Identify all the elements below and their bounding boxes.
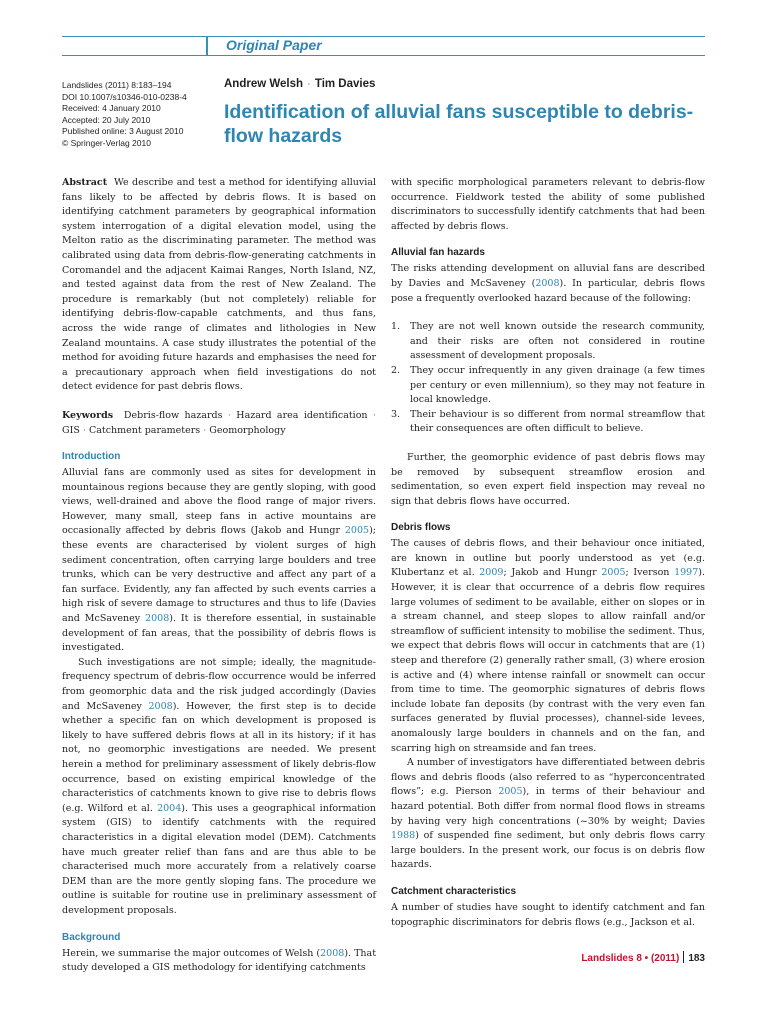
- keywords-paragraph: [62, 409, 376, 438]
- keyword-separator: ·: [372, 409, 376, 421]
- citation-link[interactable]: 2008: [320, 947, 345, 959]
- header-divider: [206, 37, 208, 55]
- page-footer: [560, 951, 705, 966]
- debris-flows-paragraph: A number of investigators have differentiated between debris flows and debris floods (also referred to as “hyperconcentrated flows”; e.g. Pierson 2005), in terms of their behaviour and hazard potential. Both differ from normal flood flows in streams by having very high concentrations (~30% by weight; Davies 1988) of suspended fine sediment, but only debris flows carry large boulders. In the present work, our focus is on debris flow hazards.: [391, 757, 706, 871]
- meta-copyright: © Springer-Verlag 2010: [62, 137, 151, 148]
- citation-link[interactable]: 2009: [479, 567, 504, 579]
- meta-doi[interactable]: DOI 10.1007/s10346-010-0238-4: [62, 91, 187, 102]
- meta-received: Received: 4 January 2010: [62, 103, 161, 113]
- author-separator: ·: [307, 78, 311, 90]
- keyword-item: GIS: [62, 424, 80, 436]
- background-paragraph-continued: with specific morphological parameters relevant to debris-flow occurrence. Fieldwork tested the ability of some published discriminators to successfully identify catchments that had been affected by debris flows.: [391, 177, 705, 232]
- citation-link[interactable]: 2008: [535, 277, 560, 289]
- list-item: 3. Their behaviour is so different from normal streamflow that their consequences are often difficult to believe.: [391, 408, 705, 435]
- meta-citation: Landslides (2011) 8:183–194: [62, 80, 172, 90]
- abstract-label: Abstract: [62, 177, 108, 188]
- left-column: [62, 176, 376, 976]
- author-name[interactable]: Andrew Welsh: [224, 78, 304, 90]
- keyword-separator: ·: [203, 424, 207, 436]
- page-number: 183: [688, 953, 705, 964]
- citation-link[interactable]: 2004: [157, 802, 182, 814]
- background-text-split: ). That study developed a GIS methodology for identifying catchments: [62, 947, 377, 974]
- header-rule: [62, 36, 705, 56]
- meta-accepted: Accepted: 20 July 2010: [62, 114, 151, 125]
- citation-link[interactable]: 2008: [145, 613, 170, 625]
- catchment-paragraph: A number of studies have sought to identify catchment and fan topographic discriminators for debris flows (e.g., Jackson et al.: [391, 901, 705, 928]
- citation-link[interactable]: 1997: [674, 567, 699, 579]
- keyword-item: Geomorphology: [209, 424, 286, 436]
- footer-journal: Landslides 8 • (2011): [581, 953, 680, 964]
- publication-meta: [62, 80, 222, 149]
- meta-published: Published online: 3 August 2010: [62, 126, 184, 136]
- footer-divider: [683, 951, 684, 963]
- author-name[interactable]: Tim Davies: [314, 78, 376, 90]
- keyword-item: Catchment parameters: [88, 424, 201, 436]
- article-title: Identification of alluvial fans susceptible to debris-flow hazards: [224, 101, 694, 147]
- citation-link[interactable]: 1988: [391, 830, 416, 842]
- right-column: [391, 176, 705, 930]
- citation-link[interactable]: 2005: [344, 525, 370, 537]
- abstract-text: We describe and test a method for identifying alluvial fans likely to be affected by debris flows. It is based on identifying catchment parameters by geographical information system interrogation of a digital elevation model, using the Melton ratio as the discriminating parameter. The method was calibrated using data from debris-flow-generating catchments in Coromandel and the adjacent Kaimai Ranges, North Island, NZ, and tested against data from the rest of New Zealand. The procedure is remarkably (but not completely) reliable for identifying debris-flow-capable catchments, and thus fans, across the wide range of climates and lithologies in New Zealand mountains. A case study illustrates the potential of the method for avoiding future hazards and emphasises the need for a precautionary approach when field investigations do not detect evidence for past debris flows.: [62, 177, 376, 393]
- introduction-paragraph: Such investigations are not simple; ideally, the magnitude-frequency spectrum of debris-flow occurrence would be inferred from geomorphic data and the risk judged accordingly (Davies and McSaveney 2008). However, the first step is to decide whether a specific fan on which development is proposed is likely to have suffered debris flows at all in its history; if it has not, no geomorphic investigations are needed. We present herein a method for preliminary assessment of likely debris-flow occurrence, based on existing empirical knowledge of the characteristics of catchments known to give rise to debris flows (e.g. Wilford et al. 2004). This uses a geographical information system (GIS) to identify catchments with the required characteristics in a digital elevation model (DEM). Catchments have much greater relief than fans and are thus able to be characterised much more accurately from a relatively coarse DEM than are the more gently sloping fans. The procedure we outline is suitable for routine use in preliminary assessment of development proposals.: [62, 656, 376, 916]
- section-heading-debris-flows: Debris flows: [391, 522, 451, 534]
- article-type-label: Original Paper: [226, 37, 322, 53]
- citation-link[interactable]: 2005: [498, 786, 523, 798]
- list-item: 1. They are not well known outside the research community, and their risks are often not considered in routine assessment of development proposals.: [391, 321, 705, 362]
- abstract-paragraph: [62, 176, 376, 395]
- introduction-paragraph: Alluvial fans are commonly used as sites for development in mountainous regions because they are gently sloping, with good views, well-drained and above the flood range of major rivers. However, many small, steep fans in active mountains are occasionally affected by debris flows (Jakob and Hungr 2005); these events are characterised by violent surges of high sediment concentration, often carrying large boulders and tree trunks, which can be very destructive and affect any part of a fan surface. Evidently, any fan affected by such events carries a high risk of severe damage to structures and thus to life (Davies and McSaveney 2008). It is therefore essential, in sustainable development of fan areas, that the possibility of debris flows is investigated.: [62, 467, 376, 654]
- keyword-item: Hazard area identification: [236, 409, 368, 421]
- keywords-label: Keywords: [62, 409, 114, 421]
- section-heading-introduction: Introduction: [62, 451, 121, 463]
- citation-link[interactable]: 2005: [601, 567, 626, 579]
- keyword-separator: ·: [82, 424, 86, 436]
- background-paragraph-start: Herein, we summarise the major outcomes of Welsh (2008). That study developed a GIS methodology for identifying catchments: [62, 947, 377, 974]
- hazards-followup-paragraph: Further, the geomorphic evidence of past debris flows may be removed by subsequent streamflow erosion and sedimentation, so even expert field inspection may reveal no sign that debris flows have occurred.: [391, 451, 705, 507]
- citation-link[interactable]: 2008: [148, 700, 173, 712]
- list-item: 2. They occur infrequently in any given drainage (a few times per century or even millennium), so they may not feature in local knowledge.: [391, 364, 705, 406]
- keyword-item: Debris-flow hazards: [123, 409, 223, 421]
- section-heading-catchment-characteristics: Catchment characteristics: [391, 885, 517, 897]
- author-line: [224, 78, 375, 90]
- section-heading-background: Background: [62, 931, 121, 943]
- section-heading-alluvial-fan-hazards: Alluvial fan hazards: [391, 247, 485, 259]
- hazards-intro-paragraph: The risks attending development on alluvial fans are described by Davies and McSaveney (2008). In particular, debris flows pose a frequently overlooked hazard because of the following:: [391, 263, 705, 304]
- hazards-list: [391, 320, 705, 437]
- debris-flows-paragraph: The causes of debris flows, and their behaviour once initiated, are known in outline but poorly understood as yet (e.g. Klubertanz et al. 2009; Jakob and Hungr 2005; Iverson 1997). However, it is clear that occurrence of a debris flow requires large volumes of sediment to be available, either on slopes or in a stream channel, and steep slopes to allow rainfall and/or streamflow of sufficient intensity to mobilise the sediment. Thus, we expect that debris flows will occur in catchments that are (1) steep and therefore (2) generally rather small, (3) where erosion is active and (4) where intense rainfall or snowmelt can occur from time to time. The geomorphic signatures of debris flows include lobate fan deposits (by contrast with the very even fan surfaces generated by fluvial processes), channel-side levees, anomalously large boulders in channels and on the fan, and scarring high on streamside and fan trees.: [391, 538, 705, 754]
- keyword-separator: ·: [227, 409, 231, 421]
